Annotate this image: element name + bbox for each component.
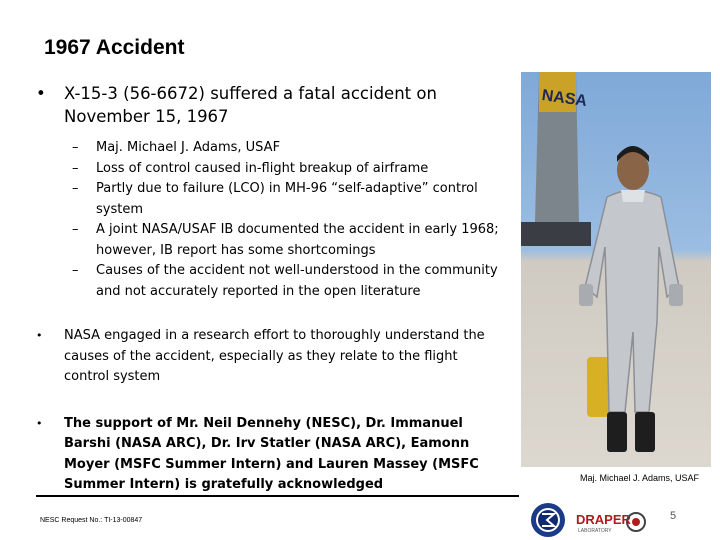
dash-marker: –: [72, 181, 79, 196]
bullet-text: X-15-3 (56-6672) suffered a fatal accident on November 15, 1967: [64, 84, 437, 126]
sub-bullet-item: [36, 220, 506, 261]
footer-divider: [36, 495, 519, 497]
left-boot: [607, 412, 627, 452]
dash-marker: –: [72, 140, 79, 155]
bullet-item: [36, 414, 506, 496]
dash-marker: –: [72, 263, 79, 278]
bullet-item: [36, 82, 506, 128]
bullet-list: [36, 82, 506, 496]
sub-bullet-item: [36, 138, 506, 159]
pilot-photo: [521, 72, 711, 467]
right-glove: [669, 284, 683, 306]
sub-bullet-text: Loss of control caused in-flight breakup of airframe: [96, 160, 429, 176]
photo-caption: Maj. Michael J. Adams, USAF: [580, 473, 700, 483]
dash-marker: –: [72, 160, 79, 176]
sub-bullet-item: [36, 159, 506, 180]
draper-target-center: [632, 518, 640, 526]
page-number: 5: [670, 510, 677, 522]
draper-logo-text: DRAPER: [576, 512, 631, 527]
sub-bullet-item: [36, 179, 506, 220]
dash-marker: –: [72, 222, 79, 237]
sub-bullet-text: Causes of the accident not well-understood in the community and not accurately reported in the open literature: [96, 263, 498, 299]
sub-bullet-list: [36, 138, 506, 302]
slide-title: 1967 Accident: [44, 36, 185, 59]
sub-bullet-text: Partly due to failure (LCO) in MH-96 “self-adaptive” control system: [96, 181, 478, 217]
bullet-text: The support of Mr. Neil Dennehy (NESC), Dr. Immanuel Barshi (NASA ARC), Dr. Irv Statler (NASA ARC), Eamonn Moyer (MSFC Summer Intern) and Lauren Massey (MSFC Summer Intern) is gratefully acknowledged: [64, 415, 479, 492]
left-glove: [579, 284, 593, 306]
right-boot: [635, 412, 655, 452]
bullet-item: [36, 326, 506, 388]
bullet-text: NASA engaged in a research effort to thoroughly understand the causes of the accident, especially as they relate to the flight control system: [64, 328, 485, 384]
tail-nasa-text: NASA: [540, 86, 589, 111]
aircraft-fuselage: [521, 222, 591, 246]
pilot-illustration: [521, 72, 711, 467]
sub-bullet-text: A joint NASA/USAF IB documented the accident in early 1968; however, IB report has some shortcomings: [96, 222, 499, 258]
bullet-marker: •: [36, 329, 43, 342]
sub-bullet-item: [36, 261, 506, 302]
bullet-marker: •: [36, 416, 43, 430]
nesc-request-number: NESC Request No.: TI-13-00847: [40, 517, 143, 524]
draper-logo-subtext: LABORATORY: [578, 528, 612, 534]
nesc-logo-icon: [528, 502, 568, 538]
bullet-marker: •: [36, 84, 46, 103]
suit-collar: [621, 190, 645, 202]
draper-logo-icon: [576, 510, 646, 534]
sub-bullet-text: Maj. Michael J. Adams, USAF: [96, 140, 281, 155]
